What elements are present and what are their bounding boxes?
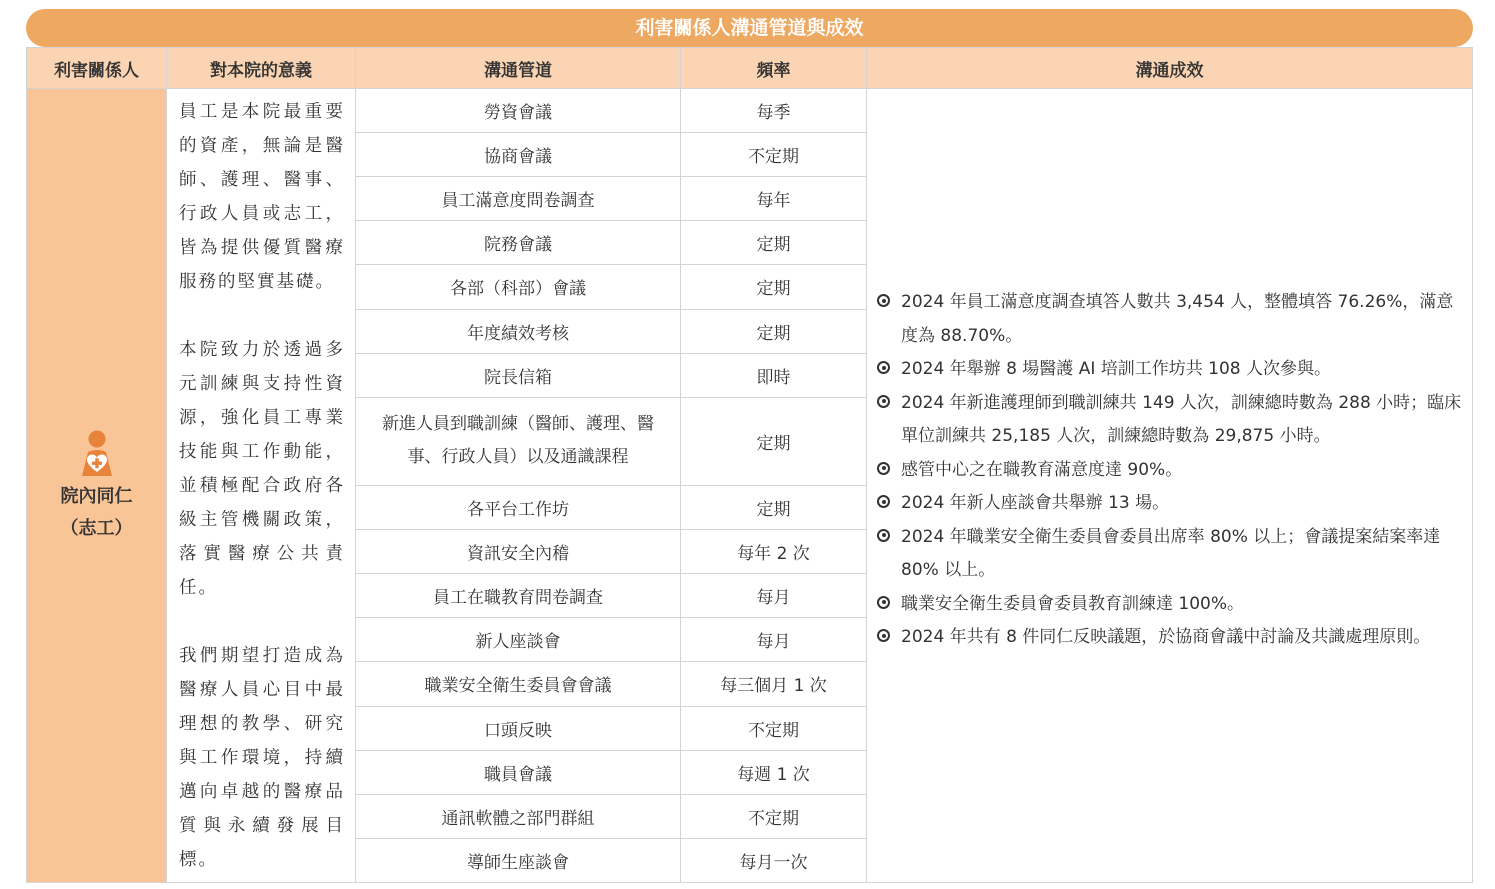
- channel-cell: 新人座談會: [356, 618, 681, 662]
- header-frequency: 頻率: [681, 48, 867, 89]
- header-meaning: 對本院的意義: [167, 48, 356, 89]
- result-item: 2024 年新人座談會共舉辦 13 場。: [877, 487, 1466, 521]
- header-stakeholder: 利害關係人: [27, 48, 167, 89]
- bullet-icon: [877, 361, 890, 374]
- frequency-cell: 每三個月 1 次: [681, 662, 867, 706]
- channel-cell: 職業安全衛生委員會會議: [356, 662, 681, 706]
- bullet-icon: [877, 495, 890, 508]
- channel-cell: 年度績效考核: [356, 309, 681, 353]
- frequency-cell: 每年: [681, 177, 867, 221]
- bullet-icon: [877, 395, 890, 408]
- channel-cell: 導師生座談會: [356, 838, 681, 882]
- channel-cell: 員工滿意度問卷調查: [356, 177, 681, 221]
- stakeholder-communication-table: [26, 47, 1473, 883]
- frequency-cell: 每週 1 次: [681, 750, 867, 794]
- frequency-cell: 定期: [681, 265, 867, 309]
- frequency-cell: 定期: [681, 397, 867, 485]
- result-item: 2024 年舉辦 8 場醫護 AI 培訓工作坊共 108 人次參與。: [877, 353, 1466, 387]
- channel-cell: 協商會議: [356, 133, 681, 177]
- frequency-cell: 每月: [681, 574, 867, 618]
- bullet-icon: [877, 529, 890, 542]
- result-item: 2024 年新進護理師到職訓練共 149 人次，訓練總時數為 288 小時；臨床單位訓練共 25,185 人次，訓練總時數為 29,875 小時。: [877, 387, 1466, 454]
- channel-cell: 院長信箱: [356, 353, 681, 397]
- channel-cell: 口頭反映: [356, 706, 681, 750]
- result-item: 2024 年員工滿意度調查填答人數共 3,454 人，整體填答 76.26%，滿意度為 88.70%。: [877, 286, 1466, 353]
- bullet-icon: [877, 462, 890, 475]
- meaning-paragraph: 員工是本院最重要的資產，無論是醫師、護理、醫事、行政人員或志工，皆為提供優質醫療服務的堅實基礎。: [179, 101, 345, 292]
- frequency-cell: 不定期: [681, 133, 867, 177]
- channel-cell: 資訊安全內稽: [356, 530, 681, 574]
- table-row: [27, 89, 1473, 133]
- meaning-paragraph: 我們期望打造成為醫療人員心目中最理想的教學、研究與工作環境，持續邁向卓越的醫療品質與永續發展目標。: [179, 645, 345, 870]
- header-results: 溝通成效: [867, 48, 1473, 89]
- channel-cell: 職員會議: [356, 750, 681, 794]
- meaning-cell: [167, 89, 356, 883]
- frequency-cell: 即時: [681, 353, 867, 397]
- header-row: [27, 48, 1473, 89]
- channel-cell: 各平台工作坊: [356, 485, 681, 529]
- bullet-icon: [877, 294, 890, 307]
- frequency-cell: 定期: [681, 309, 867, 353]
- frequency-cell: 不定期: [681, 706, 867, 750]
- channel-cell: 通訊軟體之部門群組: [356, 794, 681, 838]
- bullet-icon: [877, 629, 890, 642]
- stakeholder-name-line2: （志工）: [60, 517, 133, 539]
- channel-cell: [356, 397, 681, 485]
- result-item: 職業安全衛生委員會委員教育訓練達 100%。: [877, 588, 1466, 622]
- stakeholder-name-line1: 院內同仁: [60, 485, 133, 507]
- result-item: 感管中心之在職教育滿意度達 90%。: [877, 454, 1466, 488]
- frequency-cell: 定期: [681, 485, 867, 529]
- channel-line: 新進人員到職訓練（醫師、護理、醫: [382, 414, 654, 435]
- frequency-cell: 每月一次: [681, 838, 867, 882]
- channel-cell: 勞資會議: [356, 89, 681, 133]
- table-title: 利害關係人溝通管道與成效: [26, 9, 1473, 47]
- channel-line: 事、行政人員）以及通識課程: [407, 447, 629, 468]
- frequency-cell: 定期: [681, 221, 867, 265]
- header-channel: 溝通管道: [356, 48, 681, 89]
- frequency-cell: 每季: [681, 89, 867, 133]
- stakeholder-cell: [27, 89, 167, 883]
- frequency-cell: 不定期: [681, 794, 867, 838]
- results-cell: [867, 89, 1473, 883]
- frequency-cell: 每年 2 次: [681, 530, 867, 574]
- person-medical-heart-icon: [77, 430, 117, 478]
- meaning-paragraph: 本院致力於透過多元訓練與支持性資源，強化員工專業技能與工作動能，並積極配合政府各級主管機關政策，落實醫療公共責任。: [179, 339, 345, 598]
- channel-cell: 各部（科部）會議: [356, 265, 681, 309]
- result-item: 2024 年共有 8 件同仁反映議題，於協商會議中討論及共識處理原則。: [877, 621, 1466, 655]
- channel-cell: 院務會議: [356, 221, 681, 265]
- channel-cell: 員工在職教育問卷調查: [356, 574, 681, 618]
- bullet-icon: [877, 596, 890, 609]
- result-item: 2024 年職業安全衛生委員會委員出席率 80% 以上；會議提案結案率達 80% 以上。: [877, 521, 1466, 588]
- frequency-cell: 每月: [681, 618, 867, 662]
